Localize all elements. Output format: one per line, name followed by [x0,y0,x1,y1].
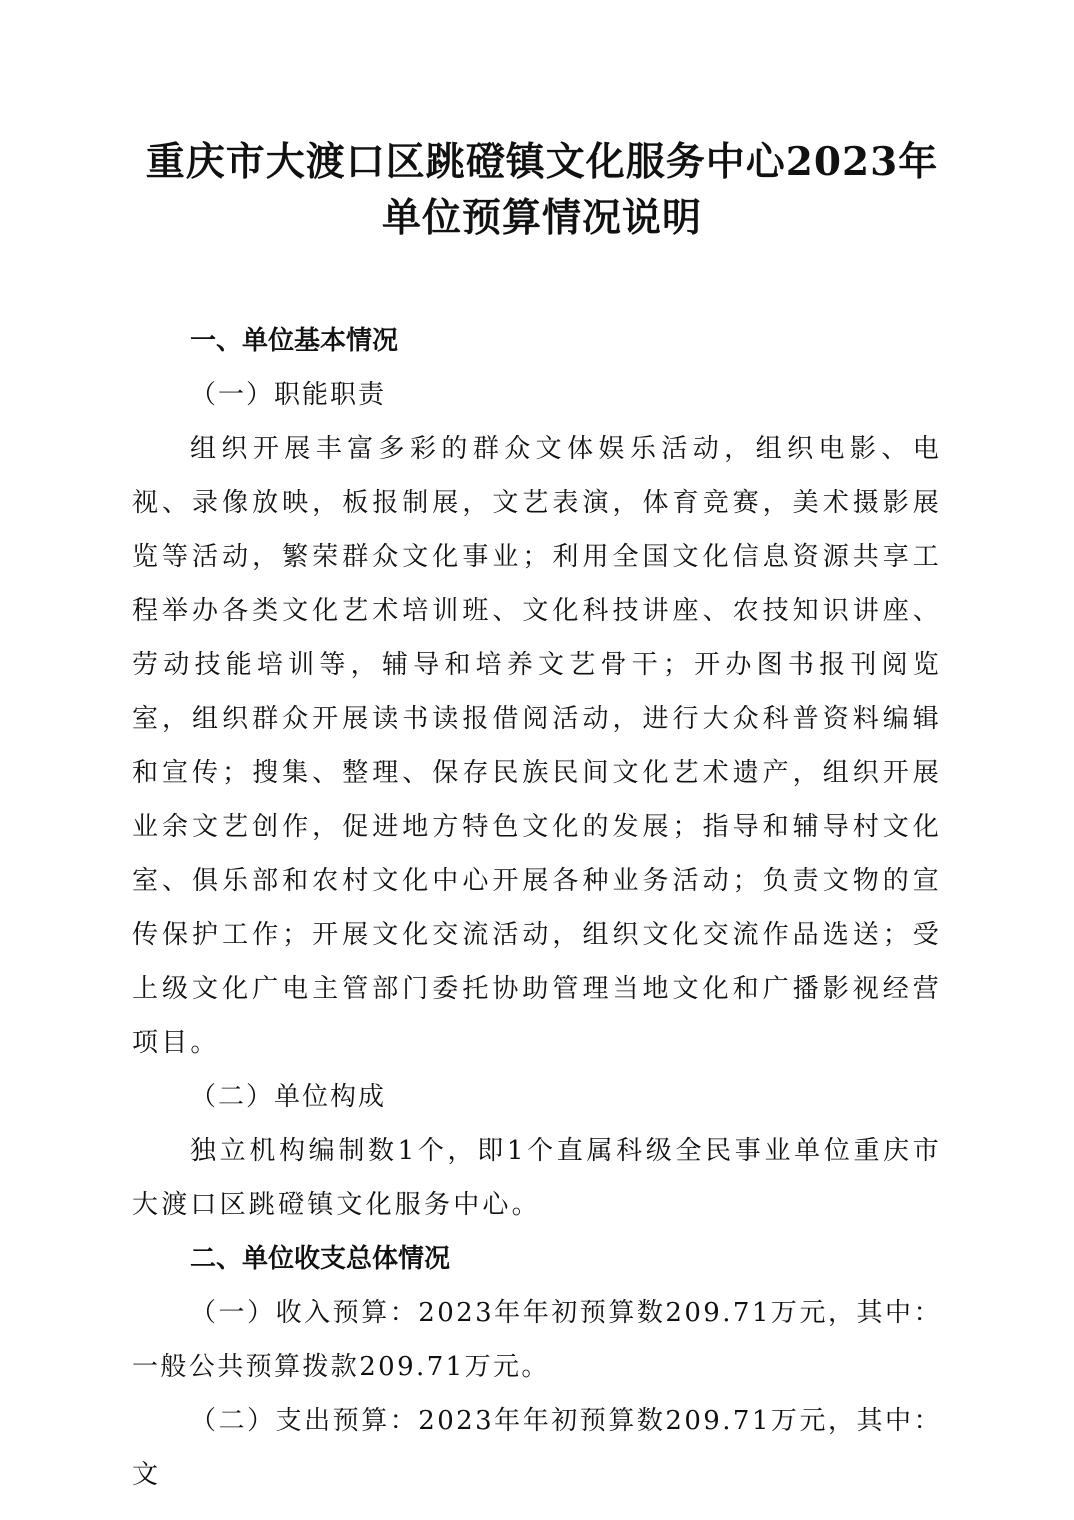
section-basic-info [132,314,942,1232]
document-title: 重庆市大渡口区跳磴镇文化服务中心2023年单位预算情况说明 [145,139,939,241]
paragraph-income-budget: （一）收入预算：2023年年初预算数209.71万元，其中：一般公共预算拨款209.71万元。 [132,1298,942,1382]
subheading-duties: （一）职能职责 [190,380,387,410]
section-heading-basic-info: 一、单位基本情况 [190,326,399,356]
paragraph-duties: 组织开展丰富多彩的群众文体娱乐活动，组织电影、电视、录像放映，板报制展，文艺表演，体育竞赛，美术摄影展览等活动，繁荣群众文化事业；利用全国文化信息资源共享工程举办各类文化艺术培训班、文化科技讲座、农技知识讲座、劳动技能培训等，辅导和培养文艺骨干；开办图书报刊阅览室，组织群众开展读书读报借阅活动，进行大众科普资料编辑和宣传；搜集、整理、保存民族民间文化艺术遗产，组织开展业余文艺创作，促进地方特色文化的发展；指导和辅导村文化室、俱乐部和农村文化中心开展各种业务活动；负责文物的宣传保护工作；开展文化交流活动，组织文化交流作品选送；受上级文化广电主管部门委托协助管理当地文化和广播影视经营项目。 [132,434,942,1058]
section-budget-overview [132,1232,942,1502]
paragraph-expense-budget: （二）支出预算：2023年年初预算数209.71万元，其中：文 [132,1406,942,1490]
subheading-composition: （二）单位构成 [190,1082,387,1112]
section-heading-budget-overview: 二、单位收支总体情况 [190,1244,451,1274]
paragraph-composition: 独立机构编制数1个，即1个直属科级全民事业单位重庆市大渡口区跳磴镇文化服务中心。 [132,1136,942,1220]
